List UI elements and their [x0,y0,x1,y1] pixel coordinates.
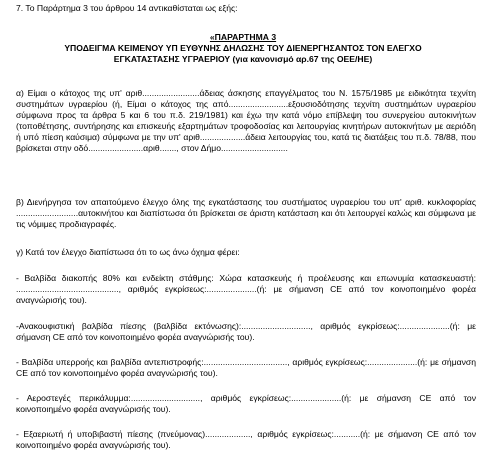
annex-subtitle-line2: ΕΓΚΑΤΑΣΤΑΣΗΣ ΥΓΡΑΕΡΙΟΥ (για κανονισμό αρ.67 της ΟΕΕ/ΗΕ) [113,54,373,64]
annex-subtitle-line1: ΥΠΟΔΕΙΓΜΑ ΚΕΙΜΕΝΟΥ ΥΠ ΕΥΘΥΝΗΣ ΔΗΛΩΣΗΣ ΤΟΥ ΔΙΕΝΕΡΓΗΣΑΝΤΟΣ ΤΟΝ ΕΛΕΓΧΟ [64,43,422,53]
paragraph-b: β) Διενήργησα τον απαιτούμενο έλεγχο όλης της εγκατάστασης του συστήματος υγραερίου του υπ' αριθ. κυκλοφορίας ..........................αυτοκινήτου και διαπίστωσα ότι βρίσκεται σε άριστη κατάσταση και ότι λειτουργεί καλώς και σύμφωνα με τις νόμιμες προδιαγραφές. [16,197,476,229]
paragraph-a: α) Είμαι ο κάτοχος της υπ' αριθ........................άδειας άσκησης επαγγέλματος του Ν. 1575/1985 με ειδικότητα τεχνίτη συστημάτων υγραερίου (ή, Είμαι ο κάτοχος της από.........................εξουσιοδότησης τεχνίτη συστημάτων υγραερίου σύμφωνα προς τα άρθρα 5 και 6 του π.δ. 219/1981) και έχω την κατά νόμο επίβλεψη του συνεργείου αυτοκινήτων (τοποθέτησης, συντήρησης και επισκευής εξαρτημάτων τροφοδοσίας και λειτουργίας κινητήρων αυτοκινήτων με αεριόδη ή υπό πίεση καύσιμα) σύμφωνα με την υπ' αριθ...................άδεια λειτουργίας του, κατά τις διατάξεις του π.δ. 78/88, που βρίσκεται στην οδό.......................αριθ......., στον Δήμο............................ [16,88,476,153]
item-excess-flow-valve: - Βαλβίδα υπερροής και βαλβίδα αντεπιστροφής:..................................., αριθμός εγκρίσεως:.....................(ή: με σήμανση CE από τον κοινοποιημένο φορέα αναγνώρισής του). [16,357,476,378]
item-relief-valve: -Ανακουφιστική βαλβίδα πίεσης (βαλβίδα εκτόνωσης):............................., αριθμός εγκρίσεως:.....................(ή: με σήμανση CE από τον κοινοποιημένο φορέα αναγνώρισής του). [16,321,476,342]
item-shutoff-valve: - Βαλβίδα διακοπής 80% και ενδείκτη στάθμης: Χώρα κατασκευής ή προέλευσης και επωνυμία κατασκευαστή: ..........................................., αριθμός εγκρίσεως:.....................(ή: με σήμανση CE από τον κοινοποιημένο φορέα αναγνώρισής του). [16,273,476,305]
intro-line: 7. Το Παράρτημα 3 του άρθρου 14 αντικαθίσταται ως εξής: [16,3,238,13]
item-gas-tight-housing: - Αεροστεγές περικάλυμμα:............................., αριθμός εγκρίσεως:.....................(ή: με σήμανση CE από τον κοινοποιημένο φορέα αναγνώρισής του). [16,393,476,414]
annex-title: «ΠΑΡΑΡΤΗΜΑ 3 [209,32,277,42]
paragraph-c: γ) Κατά τον έλεγχο διαπίστωσα ότι το ως άνω όχημα φέρει: [16,247,240,257]
item-pressure-regulator: - Εξαεριωτή ή υποβιβαστή πίεσης (πνεύμονας)..................., αριθμός εγκρίσεως:...........(ή: με σήμανση CE από τον κοινοποιημένο φορέα αναγνώρισής του). [16,429,476,450]
